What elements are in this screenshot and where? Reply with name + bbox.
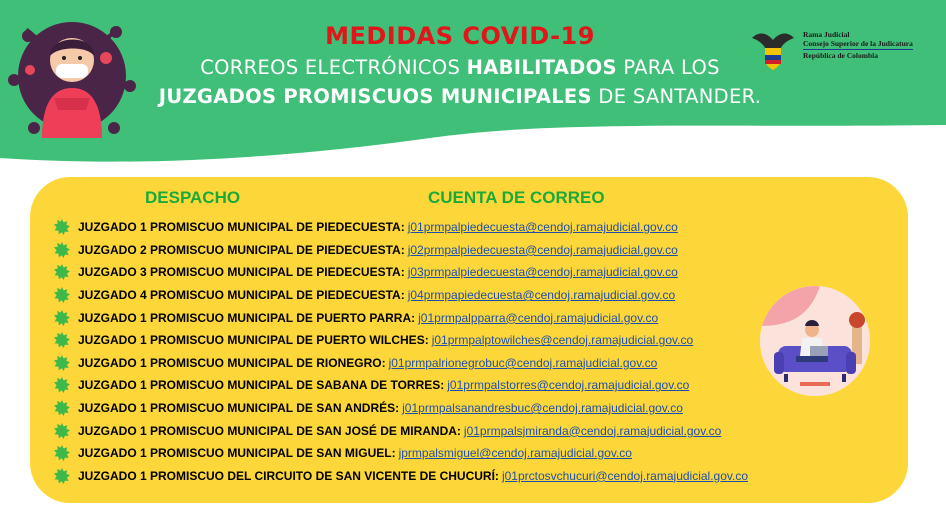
column-header-despacho: DESPACHO [145, 188, 241, 207]
subtitle-line-1 [140, 56, 780, 79]
court-name: JUZGADO 1 PROMISCUO MUNICIPAL DE SABANA DE TORRES: [78, 378, 445, 393]
logo-divider [803, 49, 913, 50]
title-block [140, 22, 780, 108]
coat-of-arms-icon [748, 28, 798, 72]
logo-line-2: Consejo Superior de la Judicatura [803, 39, 913, 48]
email-link[interactable]: j04prmpapiedecuesta@cendoj.ramajudicial.gov.co [407, 288, 676, 303]
email-link[interactable]: j01prmpalpiedecuesta@cendoj.ramajudicial.gov.co [407, 220, 678, 235]
court-name: JUZGADO 2 PROMISCUO MUNICIPAL DE PIEDECUESTA: [78, 242, 405, 257]
home-office-illustration [760, 286, 870, 396]
court-name: JUZGADO 1 PROMISCUO DEL CIRCUITO DE SAN VICENTE DE CHUCURÍ: [78, 468, 499, 483]
list-item [54, 216, 814, 239]
logo-line-3: República de Colombia [803, 51, 879, 60]
court-name: JUZGADO 1 PROMISCUO MUNICIPAL DE PUERTO PARRA: [78, 310, 416, 325]
court-name: JUZGADO 4 PROMISCUO MUNICIPAL DE PIEDECUESTA: [78, 288, 405, 303]
list-item [54, 374, 814, 397]
virus-character-illustration [6, 10, 138, 138]
green-virus-bullet-icon [54, 332, 70, 348]
subtitle-line-1-pre: CORREOS ELECTRÓNICOS [200, 56, 467, 79]
email-link[interactable]: j01prmpalrionegrobuc@cendoj.ramajudicial.gov.co [388, 355, 658, 370]
court-email-list [54, 216, 814, 487]
email-link[interactable]: j01prctosvchucuri@cendoj.ramajudicial.gov.co [501, 468, 749, 483]
email-link[interactable]: j01prmpalpparra@cendoj.ramajudicial.gov.co [418, 310, 659, 325]
subtitle-line-1-bold: HABILITADOS [466, 56, 617, 79]
court-name: JUZGADO 3 PROMISCUO MUNICIPAL DE PIEDECUESTA: [78, 265, 405, 280]
email-link[interactable]: j03prmpalpiedecuesta@cendoj.ramajudicial.gov.co [407, 265, 678, 280]
list-item [54, 442, 814, 465]
court-name: JUZGADO 1 PROMISCUO MUNICIPAL DE SAN JOSÉ DE MIRANDA: [78, 423, 461, 438]
green-virus-bullet-icon [54, 287, 70, 303]
list-item [54, 284, 814, 307]
green-virus-bullet-icon [54, 219, 70, 235]
green-virus-bullet-icon [54, 377, 70, 393]
email-link[interactable]: j01prmpalptowilches@cendoj.ramajudicial.gov.co [431, 333, 694, 348]
court-name: JUZGADO 1 PROMISCUO MUNICIPAL DE SAN ANDRÉS: [78, 401, 400, 416]
list-item [54, 306, 814, 329]
email-link[interactable]: jprmpalsmiguel@cendoj.ramajudicial.gov.co [398, 446, 632, 461]
list-item [54, 261, 814, 284]
logo-line-1: Rama Judicial [803, 30, 850, 39]
email-link[interactable]: j01prmpalsjmiranda@cendoj.ramajudicial.gov.co [463, 423, 722, 438]
green-virus-bullet-icon [54, 310, 70, 326]
green-virus-bullet-icon [54, 400, 70, 416]
list-item [54, 352, 814, 375]
list-item [54, 419, 814, 442]
list-item [54, 465, 814, 488]
subtitle-line-2-post: DE SANTANDER. [591, 85, 762, 108]
subtitle-line-1-post: PARA LOS [616, 56, 720, 79]
logo-text [803, 30, 913, 60]
home-office-drawing [760, 286, 870, 396]
email-link[interactable]: j01prmpalstorres@cendoj.ramajudicial.gov.co [447, 378, 690, 393]
page-title: MEDIDAS COVID-19 [325, 22, 595, 50]
list-item [54, 397, 814, 420]
green-virus-bullet-icon [54, 355, 70, 371]
court-name: JUZGADO 1 PROMISCUO MUNICIPAL DE SAN MIGUEL: [78, 446, 396, 461]
court-name: JUZGADO 1 PROMISCUO MUNICIPAL DE PIEDECUESTA: [78, 220, 405, 235]
list-item [54, 239, 814, 262]
court-name: JUZGADO 1 PROMISCUO MUNICIPAL DE PUERTO WILCHES: [78, 333, 429, 348]
subtitle-line-2-bold: JUZGADOS PROMISCUOS MUNICIPALES [158, 85, 592, 108]
green-virus-bullet-icon [54, 445, 70, 461]
subtitle-line-2 [140, 85, 780, 108]
green-virus-bullet-icon [54, 468, 70, 484]
column-header-correo: CUENTA DE CORREO [428, 188, 605, 207]
green-virus-bullet-icon [54, 264, 70, 280]
court-name: JUZGADO 1 PROMISCUO MUNICIPAL DE RIONEGRO: [78, 355, 386, 370]
email-link[interactable]: j01prmpalsanandresbuc@cendoj.ramajudicial.gov.co [402, 401, 683, 416]
green-virus-bullet-icon [54, 242, 70, 258]
email-link[interactable]: j02prmpalpiedecuesta@cendoj.ramajudicial.gov.co [407, 242, 678, 257]
green-virus-bullet-icon [54, 423, 70, 439]
rama-judicial-logo [748, 28, 918, 72]
list-item [54, 329, 814, 352]
